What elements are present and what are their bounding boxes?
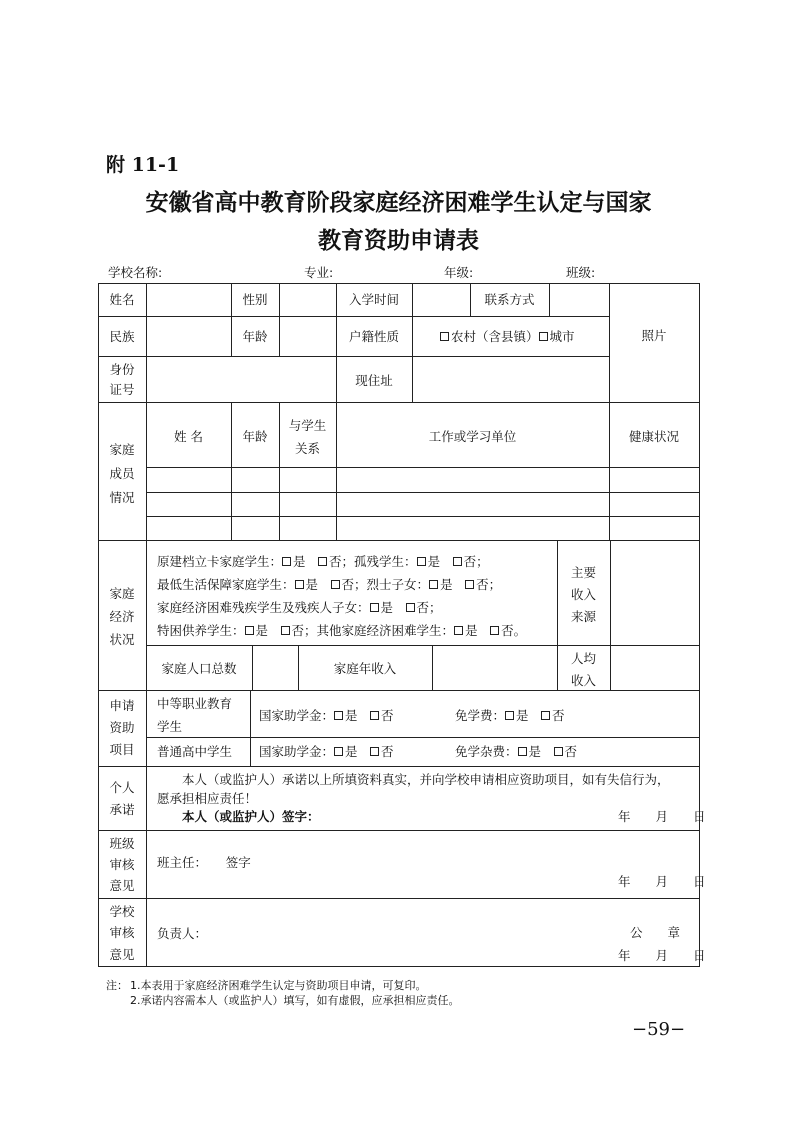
vocational-grant-yes-checkbox[interactable] (334, 711, 343, 720)
per-capita-1: 人均 (570, 651, 596, 666)
orphan-label: 否；孤残学生： (329, 554, 417, 569)
pledge-side-1: 个人 (109, 780, 135, 795)
high-school-fee-yes-checkbox[interactable] (518, 747, 527, 756)
major-label: 专业: (304, 265, 334, 280)
yes-label: 是 (465, 623, 478, 638)
no-label: 否 (381, 708, 394, 723)
no-label: 否 (564, 744, 578, 759)
martyr-yes-checkbox[interactable] (429, 580, 438, 589)
family-col-health: 健康状况 (628, 429, 679, 444)
special-support-label: 特困供养学生： (157, 623, 245, 638)
vocational-tuition-label: 免学费： (455, 708, 506, 723)
other-difficulty-no-checkbox[interactable] (490, 626, 499, 635)
poverty-registered-label: 原建档立卡家庭学生： (157, 554, 283, 569)
notes-label: 注： (106, 979, 128, 992)
age-label: 年龄 (242, 329, 268, 344)
income-source-1: 主要 (570, 565, 596, 580)
poverty-registered-yes-checkbox[interactable] (282, 557, 291, 566)
gender-label: 性别 (242, 292, 268, 307)
high-school-grant-yes-checkbox[interactable] (334, 747, 343, 756)
family-col-relation-1: 与学生 (288, 418, 327, 433)
no-label: 否。 (501, 623, 527, 638)
min-living-label: 最低生活保障家庭学生： (157, 577, 295, 592)
class-label: 班级: (566, 265, 596, 280)
yes-label: 是 (255, 623, 269, 638)
economy-side-3: 状况 (109, 632, 135, 647)
vocational-tuition-no-checkbox[interactable] (541, 711, 550, 720)
vocational-label-2: 学生 (157, 719, 183, 734)
grade-label: 年级: (444, 265, 474, 280)
economy-side-2: 经济 (109, 609, 135, 624)
vocational-tuition-row (455, 710, 565, 723)
pledge-signature-label: 本人（或监护人）签字： (182, 809, 320, 824)
school-name-label: 学校名称: (108, 265, 163, 280)
high-school-grant-row (259, 746, 394, 759)
pledge-text-1: 本人（或监护人）承诺以上所填资料真实，并向学校申请相应资助项目，如有失信行为， (182, 772, 670, 787)
school-review-date: 年 月 日 (618, 948, 706, 963)
yes-label: 是 (345, 744, 358, 759)
yes-label: 是 (305, 577, 319, 592)
vocational-label-1: 中等职业教育 (157, 696, 233, 711)
disabled-yes-checkbox[interactable] (370, 603, 379, 612)
income-source-2: 收入 (570, 587, 596, 602)
family-col-relation-2: 关系 (294, 441, 320, 456)
attachment-label: 附 11-1 (106, 154, 180, 176)
poverty-registered-no-checkbox[interactable] (318, 557, 327, 566)
orphan-no-checkbox[interactable] (453, 557, 462, 566)
other-difficulty-label: 否；其他家庭经济困难学生： (291, 623, 455, 638)
economy-line-1 (157, 556, 489, 569)
vocational-tuition-yes-checkbox[interactable] (505, 711, 514, 720)
class-review-side-3: 意见 (109, 878, 135, 893)
family-side-2: 成员 (109, 466, 135, 481)
pledge-date: 年 月 日 (618, 809, 706, 824)
high-school-grant-no-checkbox[interactable] (370, 747, 379, 756)
yes-label: 是 (440, 577, 453, 592)
class-review-side-1: 班级 (109, 836, 135, 851)
orphan-yes-checkbox[interactable] (417, 557, 426, 566)
id-label-1: 身份 (109, 362, 135, 377)
class-teacher-signature: 班主任： 签字 (157, 855, 251, 870)
economy-line-3 (157, 602, 442, 615)
income-source-3: 来源 (570, 609, 596, 624)
household-count-label: 家庭人口总数 (161, 661, 237, 676)
no-label: 否 (381, 744, 394, 759)
ethnicity-label: 民族 (109, 329, 135, 344)
no-label: 否； (416, 600, 442, 615)
pledge-side-2: 承诺 (109, 802, 135, 817)
note-1: 1.本表用于家庭经济困难学生认定与资助项目申请，可复印。 (130, 979, 427, 992)
enroll-time-label: 入学时间 (348, 292, 399, 307)
apply-side-1: 申请 (109, 698, 135, 713)
economy-side-1: 家庭 (109, 586, 135, 601)
family-col-work: 工作或学习单位 (428, 429, 517, 444)
hukou-urban-label: 城市 (549, 329, 575, 344)
hukou-rural-checkbox[interactable] (440, 332, 449, 341)
yes-label: 是 (380, 600, 394, 615)
no-label: 否 (552, 708, 565, 723)
hukou-label: 户籍性质 (348, 329, 399, 344)
per-capita-2: 收入 (570, 673, 596, 688)
family-side-1: 家庭 (109, 442, 135, 457)
form-title-line-2: 教育资助申请表 (318, 227, 479, 254)
hukou-urban-checkbox[interactable] (539, 332, 548, 341)
pledge-text-2: 愿承担相应责任！ (157, 791, 258, 806)
apply-side-3: 项目 (109, 742, 135, 757)
disabled-label: 家庭经济困难残疾学生及残疾人子女： (157, 600, 370, 615)
no-label: 否； (476, 577, 502, 592)
school-review-side-1: 学校 (109, 904, 135, 919)
annual-income-label: 家庭年收入 (333, 661, 397, 676)
vocational-grant-row (259, 710, 394, 723)
school-head-label: 负责人： (157, 926, 208, 941)
school-review-side-2: 审核 (109, 925, 135, 940)
hukou-options (440, 331, 575, 344)
high-school-fee-no-checkbox[interactable] (554, 747, 563, 756)
other-difficulty-yes-checkbox[interactable] (454, 626, 463, 635)
yes-label: 是 (345, 708, 358, 723)
vocational-grant-no-checkbox[interactable] (370, 711, 379, 720)
family-col-name: 姓 名 (174, 429, 203, 444)
special-support-no-checkbox[interactable] (281, 626, 290, 635)
official-seal-label: 公 章 (630, 925, 681, 940)
family-side-3: 情况 (109, 490, 135, 505)
hukou-rural-label: 农村（含县镇） (451, 329, 539, 344)
high-school-fee-row (455, 746, 577, 759)
name-label: 姓名 (109, 292, 135, 307)
special-support-yes-checkbox[interactable] (245, 626, 254, 635)
page-number: −59− (632, 1019, 686, 1040)
high-school-label: 普通高中学生 (157, 744, 233, 759)
class-review-side-2: 审核 (109, 857, 135, 872)
id-label-2: 证号 (109, 382, 135, 397)
form-title-line-1: 安徽省高中教育阶段家庭经济困难学生认定与国家 (145, 189, 652, 216)
economy-line-4 (157, 625, 526, 638)
family-col-age: 年龄 (242, 429, 268, 444)
vocational-grant-label: 国家助学金： (259, 708, 335, 723)
photo-label: 照片 (641, 328, 667, 343)
min-living-no-checkbox[interactable] (331, 580, 340, 589)
economy-line-2 (157, 579, 501, 592)
apply-side-2: 资助 (109, 720, 135, 735)
min-living-yes-checkbox[interactable] (295, 580, 304, 589)
address-label: 现住址 (355, 373, 393, 388)
yes-label: 是 (427, 554, 441, 569)
contact-label: 联系方式 (484, 292, 535, 307)
martyr-no-checkbox[interactable] (465, 580, 474, 589)
martyr-label: 否；烈士子女： (341, 577, 430, 592)
yes-label: 是 (293, 554, 306, 569)
note-2: 2.承诺内容需本人（或监护人）填写，如有虚假，应承担相应责任。 (130, 994, 460, 1007)
high-school-fee-label: 免学杂费： (455, 744, 518, 759)
school-review-side-3: 意见 (109, 947, 135, 962)
no-label: 否； (463, 554, 489, 569)
high-school-grant-label: 国家助学金： (259, 744, 335, 759)
disabled-no-checkbox[interactable] (406, 603, 415, 612)
yes-label: 是 (528, 744, 542, 759)
class-review-date: 年 月 日 (618, 874, 706, 889)
yes-label: 是 (516, 708, 529, 723)
